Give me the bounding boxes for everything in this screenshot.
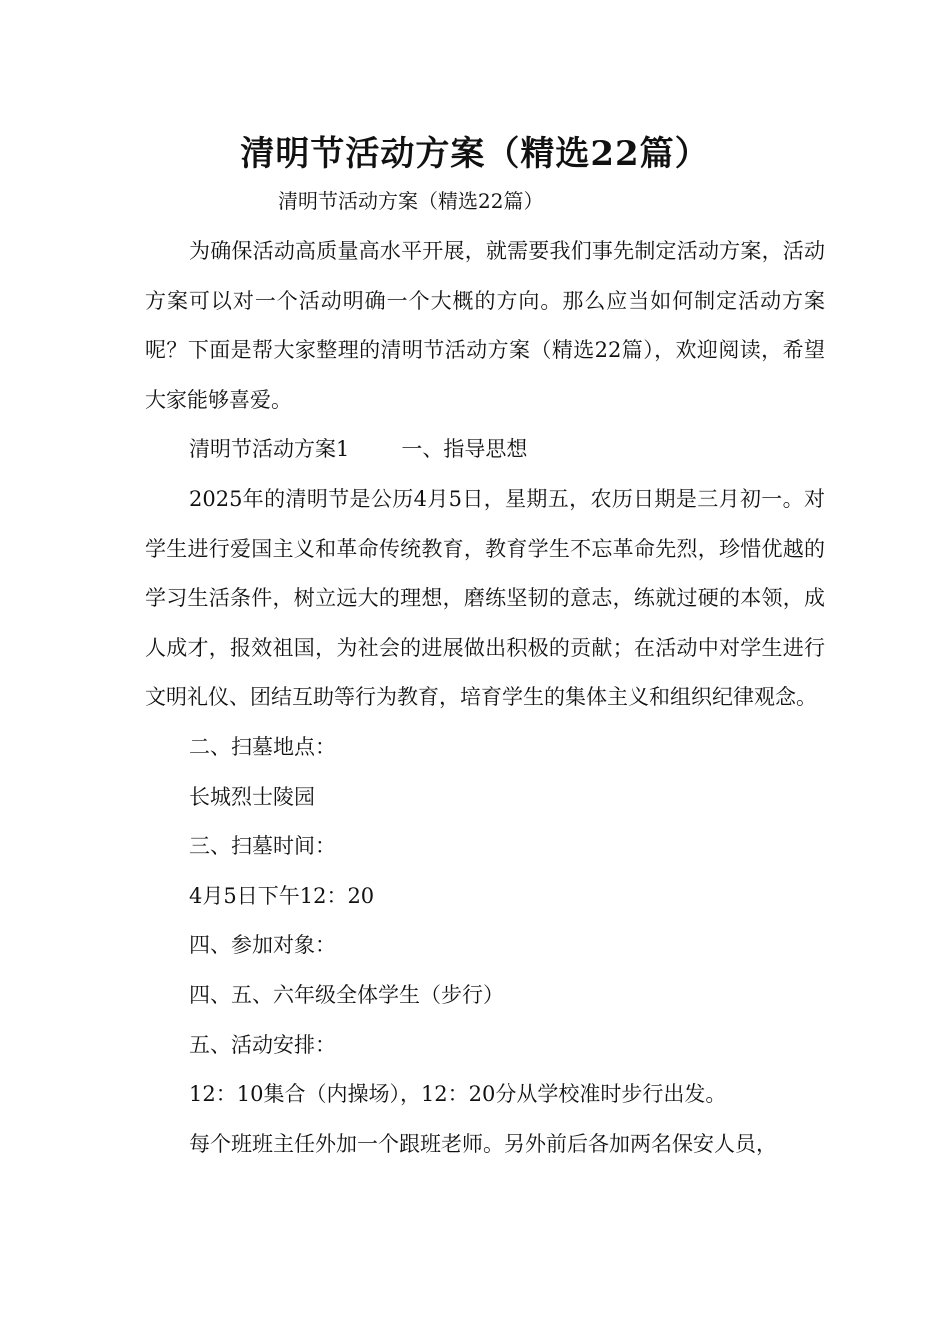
location-value: 长城烈士陵园 xyxy=(189,784,315,809)
document-body xyxy=(145,227,825,1169)
participants-value: 四、五、六年级全体学生（步行） xyxy=(189,982,504,1007)
document-title: 清明节活动方案（精选22篇） xyxy=(240,134,710,174)
arrangement-heading: 五、活动安排： xyxy=(189,1032,336,1057)
location-heading: 二、扫墓地点： xyxy=(189,734,336,759)
participants-heading: 四、参加对象： xyxy=(189,933,336,958)
arrangement-line-1: 12：10集合（内操场），12：20分从学校准时步行出发。 xyxy=(189,1082,727,1107)
time-heading: 三、扫墓时间： xyxy=(189,834,336,859)
section-1-label: 清明节活动方案1 xyxy=(189,437,350,462)
section-1-header xyxy=(145,425,825,475)
document-subtitle: 清明节活动方案（精选22篇） xyxy=(278,189,544,213)
guiding-paragraph: 2025年的清明节是公历4月5日，星期五，农历日期是三月初一。对学生进行爱国主义和革命传统教育，教育学生不忘革命先烈，珍惜优越的学习生活条件，树立远大的理想，磨练坚韧的意志，练就过硬的本领，成人成才，报效祖国，为社会的进展做出积极的贡献；在活动中对学生进行文明礼仪、团结互助等行为教育，培育学生的集体主义和组织纪律观念。 xyxy=(145,486,825,710)
guiding-heading: 一、指导思想 xyxy=(401,437,528,462)
time-value: 4月5日下午12：20 xyxy=(189,883,375,908)
intro-paragraph: 为确保活动高质量高水平开展，就需要我们事先制定活动方案，活动方案可以对一个活动明确一个大概的方向。那么应当如何制定活动方案呢？下面是帮大家整理的清明节活动方案（精选22篇），欢迎阅读，希望大家能够喜爱。 xyxy=(145,239,825,412)
arrangement-line-2: 每个班班主任外加一个跟班老师。另外前后各加两名保安人员， xyxy=(189,1131,777,1156)
